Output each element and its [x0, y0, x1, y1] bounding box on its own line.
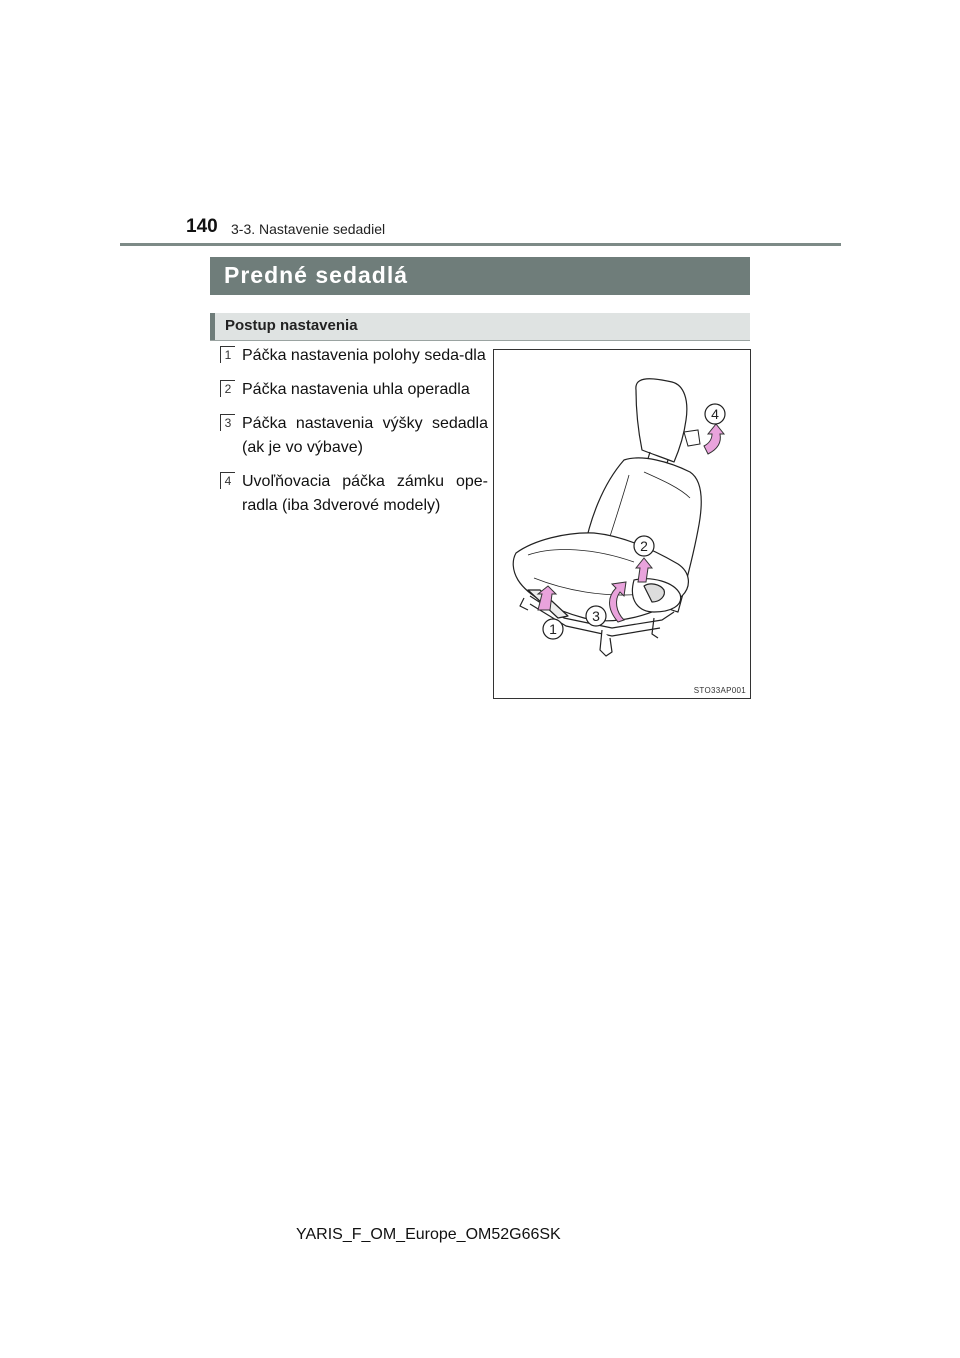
front-seat-illustration	[494, 350, 750, 698]
figure-code: STO33AP001	[693, 686, 746, 695]
step-text: Uvoľňovacia páčka zámku ope-radla (iba 3dverové modely)	[242, 473, 488, 514]
list-item	[214, 412, 488, 460]
callout-3: 3	[592, 608, 600, 624]
step-text: Páčka nastavenia uhla operadla	[242, 381, 470, 398]
step-marker: 2	[220, 380, 235, 397]
step-text: Páčka nastavenia výšky sedadla (ak je vo výbave)	[242, 415, 488, 456]
list-item	[214, 378, 488, 402]
backrest-release-arrow-icon	[704, 424, 724, 454]
step-marker: 4	[220, 472, 235, 489]
footer-doc-id: YARIS_F_OM_Europe_OM52G66SK	[296, 1226, 561, 1243]
callout-4: 4	[711, 406, 719, 422]
subsection-bar	[210, 313, 750, 341]
section-bar	[210, 257, 750, 295]
page-number: 140	[186, 216, 218, 237]
adjustment-steps-list	[214, 344, 488, 528]
list-item	[214, 470, 488, 518]
seat-illustration-figure	[493, 349, 751, 699]
step-marker: 1	[220, 346, 235, 363]
subsection-accent	[210, 313, 215, 340]
callout-1: 1	[549, 621, 557, 637]
list-item	[214, 344, 488, 368]
section-title: Predné sedadlá	[224, 262, 409, 288]
chapter-label: 3-3. Nastavenie sedadiel	[231, 221, 386, 237]
subsection-title: Postup nastavenia	[225, 317, 358, 334]
callout-2: 2	[640, 538, 648, 554]
step-marker: 3	[220, 414, 235, 431]
step-text: Páčka nastavenia polohy seda-dla	[242, 347, 486, 364]
header-rule	[120, 243, 841, 246]
